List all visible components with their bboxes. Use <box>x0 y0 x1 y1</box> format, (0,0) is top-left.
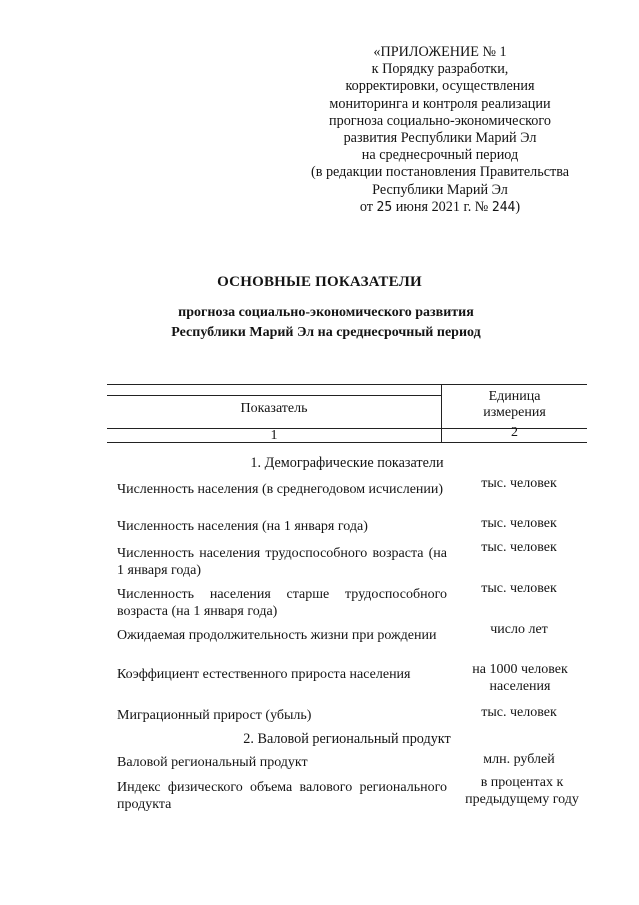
appendix-line: развития Республики Марий Эл <box>343 130 537 147</box>
appendix-line: мониторинга и контроля реализации <box>329 95 551 112</box>
indicator-cell: Миграционный прирост (убыль) <box>117 708 312 723</box>
indicator-cell: Численность населения трудоспособного возраста (на 1 января года) <box>117 546 447 578</box>
indicator-cell: Коэффициент естественного прироста населения <box>117 667 411 682</box>
indicator-cell: Численность населения (в среднегодовом исчислении) <box>117 482 444 497</box>
appendix-line: на среднесрочный период <box>361 147 519 164</box>
section-title: 2. Валовой региональный продукт <box>243 731 451 747</box>
unit-cell: тыс. человек <box>481 540 557 555</box>
unit-cell: тыс. человек <box>481 476 557 491</box>
unit-cell: в процентах к предыдущему году <box>465 775 579 807</box>
table-top-rule-2 <box>107 395 442 396</box>
appendix-line: корректировки, осуществления <box>345 78 535 95</box>
appendix-line: «ПРИЛОЖЕНИЕ № 1 <box>373 44 507 60</box>
date-rest: июня 2021 г. № <box>395 198 489 215</box>
appendix-date-line <box>290 199 590 216</box>
header-indicator: Показатель <box>240 401 308 416</box>
indicator-cell: Валовой региональный продукт <box>117 755 308 770</box>
date-number: 244 <box>491 199 516 215</box>
date-prefix: от <box>359 198 373 215</box>
section-title: 1. Демографические показатели <box>250 455 444 471</box>
appendix-line: (в редакции постановления Правительства <box>310 164 570 181</box>
table-top-rule <box>107 384 587 385</box>
unit-cell: число лет <box>490 622 548 637</box>
header-unit <box>442 389 587 421</box>
subtitle-line: Республики Марий Эл на среднесрочный период <box>171 325 481 340</box>
header-unit-line: измерения <box>483 405 546 420</box>
unit-cell: тыс. человек <box>481 581 557 596</box>
appendix-line: Республики Марий Эл <box>372 181 508 198</box>
unit-cell: тыс. человек <box>481 705 557 720</box>
subtitle-line: прогноза социально-экономического развития <box>178 305 474 320</box>
header-unit-line: Единица <box>488 389 541 404</box>
date-suffix: ) <box>515 198 521 215</box>
indicator-cell: Численность населения (на 1 января года) <box>117 519 368 534</box>
column-number-1: 1 <box>270 428 278 443</box>
appendix-header <box>290 44 590 216</box>
unit-cell: млн. рублей <box>483 752 555 767</box>
indicator-cell: Численность населения старше трудоспособного возраста (на 1 января года) <box>117 587 447 619</box>
column-number-2: 2 <box>511 425 518 440</box>
document-subtitle <box>0 303 639 343</box>
date-day: 25 <box>376 199 393 215</box>
unit-cell: тыс. человек <box>481 516 557 531</box>
indicator-cell: Ожидаемая продолжительность жизни при рождении <box>117 628 437 643</box>
appendix-line: к Порядку разработки, <box>371 61 509 78</box>
document-title: ОСНОВНЫЕ ПОКАЗАТЕЛИ <box>217 274 422 290</box>
unit-cell: на 1000 человек населения <box>472 662 568 694</box>
appendix-line: прогноза социально-экономического <box>329 112 551 129</box>
indicator-cell: Индекс физического объема валового регионального продукта <box>117 780 447 812</box>
